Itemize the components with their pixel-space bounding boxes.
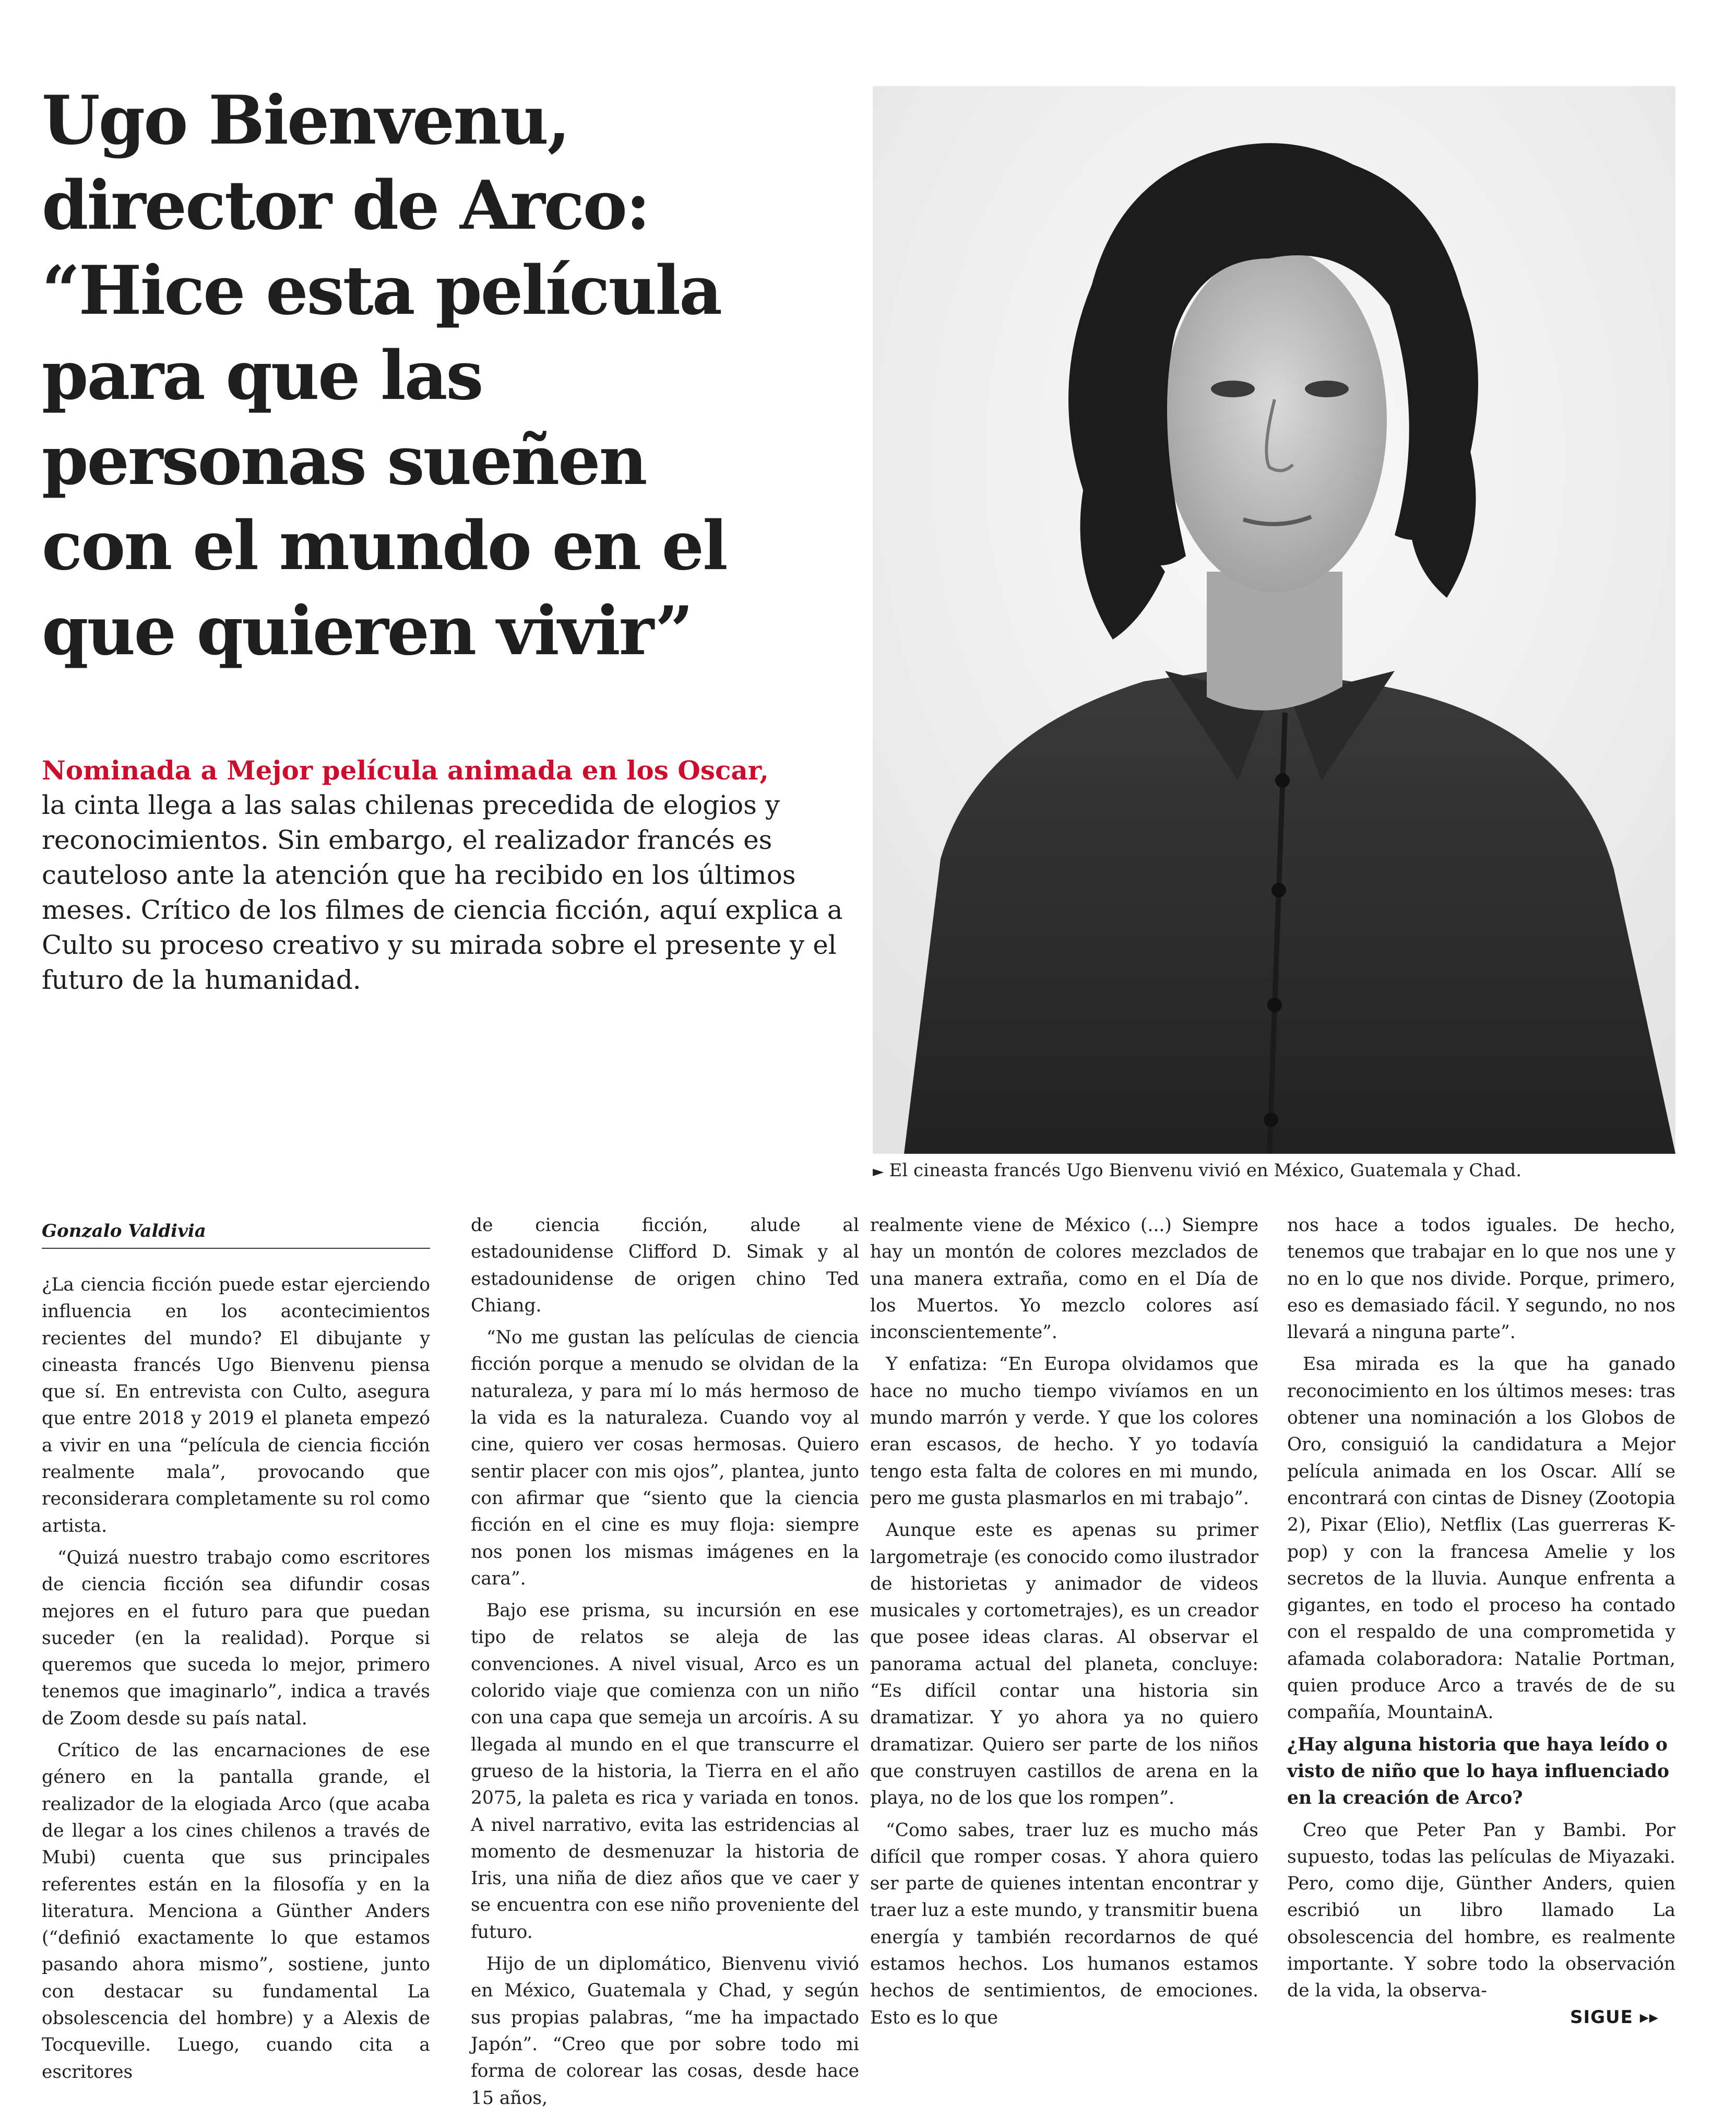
interview-question: ¿Hay alguna historia que haya leído o visto de niño que lo haya influenciado en la creación de Arco? (1287, 1734, 1670, 1809)
body-paragraph: ¿La ciencia ficción puede estar ejerciendo influencia en los acontecimientos recientes del mundo? El dibujante y cineasta francés Ugo Bienvenu piensa que sí. En entrevista con Culto, asegura que entre 2018 y 2019 el planeta empezó a vivir en una “película de ciencia ficción realmente mala”, provocando que reconsiderara completamente su rol como artista. (42, 1274, 430, 1536)
body-paragraph: “Como sabes, traer luz es mucho más difícil que romper cosas. Y ahora quiero ser parte de quienes intentan encontrar y traer luz a este mundo, y transmitir buena energía y también recordarnos de qué estamos hechos. Los humanos estamos hechos de sentimientos, de emociones. Esto es lo que (870, 1819, 1258, 2028)
headline-line: Ugo Bienvenu, (42, 81, 569, 160)
caption-text: El cineasta francés Ugo Bienvenu vivió en México, Guatemala y Chad. (889, 1160, 1522, 1181)
lead-paragraph (42, 753, 843, 998)
body-paragraph: nos hace a todos iguales. De hecho, tenemos que trabajar en lo que nos une y no en lo que nos divide. Porque, primero, eso es demasiado fácil. Y segundo, no nos llevará a ninguna parte”. (1287, 1215, 1675, 1343)
byline: Gonzalo Valdivia (42, 1220, 430, 1249)
headline (42, 78, 856, 674)
headline-line: “Hice esta película (42, 252, 721, 330)
body-paragraph: Y enfatiza: “En Europa olvidamos que hace no mucho tiempo vivíamos en un mundo marrón y verde. Y que los colores eran escasos, de hecho. Y yo todavía tengo esta falta de colores en mi mundo, pero me gusta plasmarlos en mi trabajo”. (870, 1354, 1258, 1509)
body-paragraph: de ciencia ficción, alude al estadounidense Clifford D. Simak y al estadounidense de origen chino Ted Chiang. (471, 1215, 859, 1316)
body-paragraph: Bajo ese prisma, su incursión en ese tipo de relatos se aleja de las convenciones. A nivel visual, Arco es un colorido viaje que comienza con un niño con una capa que semeja un arcoíris. A su llegada al mundo en el que transcurre el grueso de la historia, la Tierra en el año 2075, la paleta es rica y variada en tonos. A nivel narrativo, evita las estridencias al momento de desmenuzar la historia de Iris, una niña de diez años que ve caer y se encuentra con ese niño proveniente del futuro. (471, 1600, 859, 1943)
headline-line: con el mundo en el (42, 507, 727, 585)
body-column-3 (870, 1212, 1258, 2037)
lead-line: meses. Crítico de los filmes de ciencia ficción, aquí explica a (42, 895, 843, 925)
lead-line: Culto su proceso creativo y su mirada sobre el presente y el (42, 930, 837, 960)
lead-line: la cinta llega a las salas chilenas precedida de elogios y (42, 790, 780, 820)
body-column-4 (1287, 1212, 1675, 2010)
portrait-photo (873, 86, 1675, 1154)
body-column-2 (471, 1212, 859, 2117)
caption-arrow-icon: ► (873, 1163, 884, 1180)
body-paragraph: “Quizá nuestro trabajo como escritores de ciencia ficción sea difundir cosas mejores en el futuro para que puedan suceder (en la realidad). Porque si queremos que suceda lo mejor, primero tenemos que imaginarlo”, indica a través de Zoom desde su país natal. (42, 1547, 430, 1729)
continue-marker: SIGUE ▸▸ (1570, 2007, 1659, 2028)
body-paragraph: Aunque este es apenas su primer largometraje (es conocido como ilustrador de historietas y animador de videos musicales y cortometrajes), es un creador que posee ideas claras. Al observar el panorama actual del planeta, concluye: “Es difícil contar una historia sin dramatizar. Y yo ahora ya no quiero dramatizar. Quiero ser parte de los niños que construyen castillos de arena en la playa, no de los que los rompen”. (870, 1520, 1258, 1809)
body-paragraph: Hijo de un diplomático, Bienvenu vivió en México, Guatemala y Chad, y según sus propias palabras, “me ha impactado Japón”. “Creo que por sobre todo mi forma de colorear las cosas, desde hace 15 años, (471, 1954, 859, 2109)
body-paragraph: Creo que Peter Pan y Bambi. Por supuesto, todas las películas de Miyazaki. Pero, como dije, Günther Anders, quien escribió un libro llamado La obsolescencia del hombre, es realmente importante. Y sobre todo la observación de la vida, la observa- (1287, 1819, 1675, 2002)
body-paragraph: Esa mirada es la que ha ganado reconocimiento en los últimos meses: tras obtener una nominación a los Globos de Oro, consiguió la candidatura a Mejor película animada en los Oscar. Allí se encontrará con cintas de Disney (Zootopia 2), Pixar (Elio), Netflix (Las guerreras K-pop) y con la francesa Amelie y los secretos de la lluvia. Aunque enfrenta a gigantes, en todo el proceso ha contado con el respaldo de una comprometida y afamada colaboradora: Natalie Portman, quien produce Arco a través de de su compañía, MountainA. (1287, 1354, 1675, 1723)
body-column-1 (42, 1272, 430, 2091)
headline-line: para que las (42, 337, 482, 415)
lead-line: cauteloso ante la atención que ha recibido en los últimos (42, 860, 796, 890)
body-paragraph: “No me gustan las películas de ciencia ficción porque a menudo se olvidan de la naturaleza, y para mí lo más hermoso de la vida es la naturaleza. Cuando voy al cine, quiero ver cosas hermosas. Quiero sentir placer con mis ojos”, plantea, junto con afirmar que “siento que la ciencia ficción en el cine es muy floja: siempre nos ponen los mismas imágenes en la cara”. (471, 1327, 859, 1589)
portrait-illustration (873, 86, 1675, 1154)
body-paragraph: realmente viene de México (...) Siempre hay un montón de colores mezclados de una manera extraña, como en el Día de los Muertos. Yo mezclo colores así inconscientemente”. (870, 1215, 1258, 1343)
photo-caption (873, 1160, 1675, 1181)
lead-line: futuro de la humanidad. (42, 965, 361, 995)
lead-line: reconocimientos. Sin embargo, el realizador francés es (42, 825, 772, 855)
headline-line: director de Arco: (42, 167, 649, 245)
body-paragraph: Crítico de las encarnaciones de ese género en la pantalla grande, el realizador de la elogiada Arco (que acaba de llegar a los cines chilenos a través de Mubi) cuenta que sus principales referentes están en la filosofía y en la literatura. Menciona a Günther Anders (“definió exactamente lo que estamos pasando ahora mismo”, sostiene, junto con destacar su fundamental La obsolescencia del hombre) y a Alexis de Tocqueville. Luego, cuando cita a escritores (42, 1740, 430, 2083)
headline-line: personas sueñen (42, 422, 646, 500)
headline-line: que quieren vivir” (42, 592, 692, 670)
lead-kicker: Nominada a Mejor película animada en los Oscar, (42, 755, 769, 786)
